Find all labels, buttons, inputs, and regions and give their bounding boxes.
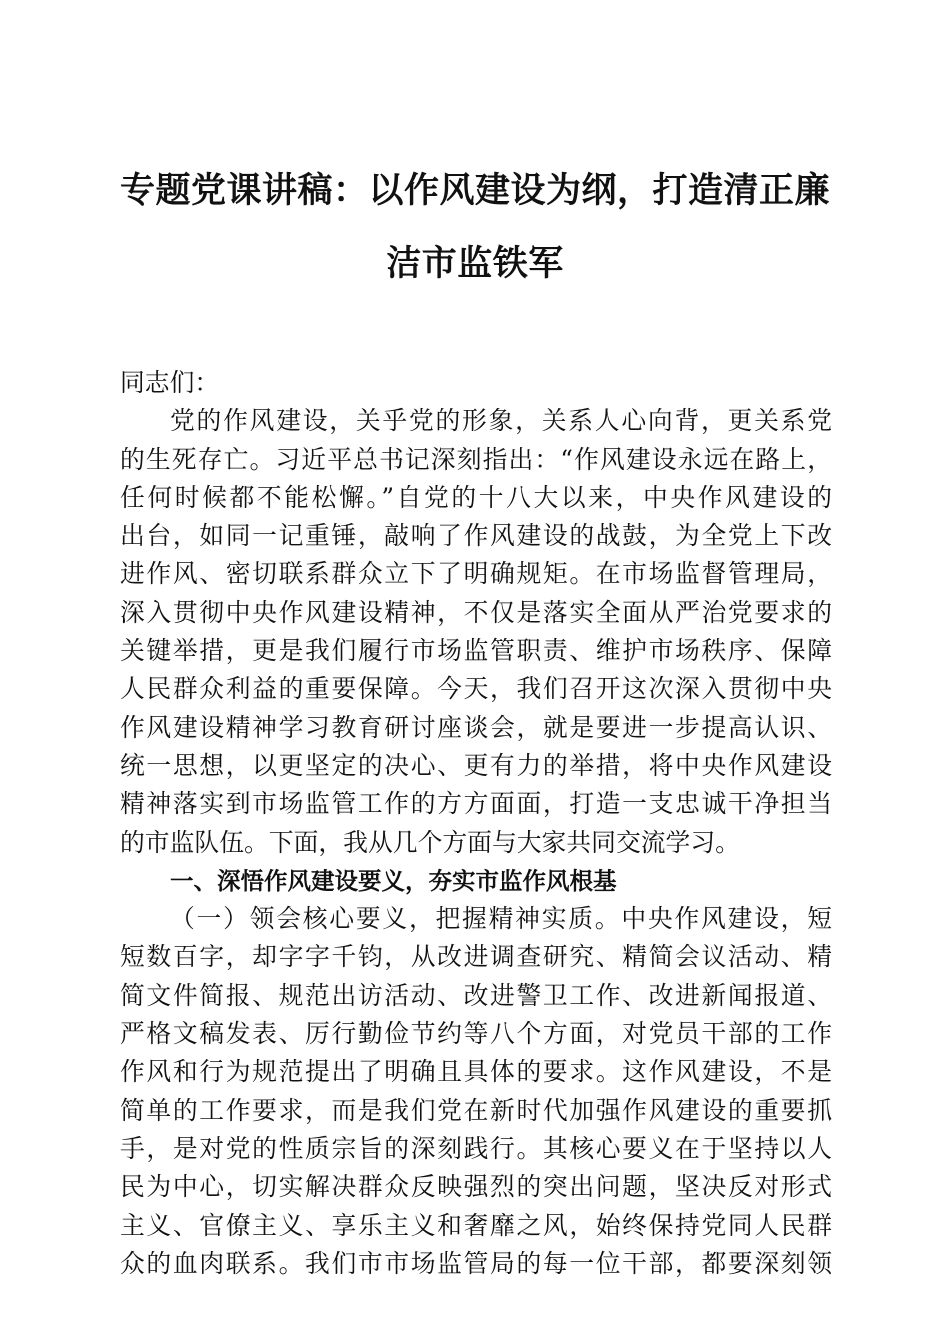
document-title-line-1: 专题党课讲稿：以作风建设为纲，打造清正廉 <box>119 171 830 211</box>
paragraph-2-line: 作风和行为规范提出了明确且具体的要求。这作风建设，不是 <box>120 1057 832 1087</box>
paragraph-1-line: 关键举措，更是我们履行市场监管职责、维护市场秩序、保障 <box>120 636 832 666</box>
paragraph-2-line: 严格文稿发表、厉行勤俭节约等八个方面，对党员干部的工作 <box>120 1019 832 1049</box>
paragraph-2-line: 简单的工作要求，而是我们党在新时代加强作风建设的重要抓 <box>120 1095 832 1125</box>
paragraph-2-line: 民为中心，切实解决群众反映强烈的突出问题，坚决反对形式 <box>120 1172 832 1202</box>
salutation: 同志们： <box>120 368 220 397</box>
paragraph-2-line: 简文件简报、规范出访活动、改进警卫工作、改进新闻报道、 <box>120 980 832 1010</box>
paragraph-1-line: 人民群众利益的重要保障。今天，我们召开这次深入贯彻中央 <box>120 674 832 704</box>
paragraph-1-line: 作风建设精神学习教育研讨座谈会，就是要进一步提高认识、 <box>120 712 832 742</box>
paragraph-1-line: 精神落实到市场监管工作的方方面面，打造一支忠诚干净担当 <box>120 789 832 819</box>
paragraph-2-line: （一）领会核心要义，把握精神实质。中央作风建设，短 <box>170 904 832 934</box>
document-title-line-2: 洁市监铁军 <box>386 244 564 284</box>
section-1-heading: 一、深悟作风建设要义，夯实市监作风根基 <box>170 866 617 895</box>
paragraph-1 <box>120 402 832 862</box>
paragraph-1-line: 统一思想，以更坚定的决心、更有力的举措，将中央作风建设 <box>120 750 832 780</box>
paragraph-1-line: 的市监队伍。下面，我从几个方面与大家共同交流学习。 <box>120 827 740 857</box>
paragraph-1-line: 党的作风建设，关乎党的形象，关系人心向背，更关系党 <box>170 406 832 436</box>
paragraph-1-line: 进作风、密切联系群众立下了明确规矩。在市场监督管理局， <box>120 559 832 589</box>
paragraph-2-line: 主义、官僚主义、享乐主义和奢靡之风，始终保持党同人民群 <box>120 1210 832 1240</box>
document-body <box>120 364 832 1283</box>
paragraph-2-line: 众的血肉联系。我们市市场监管局的每一位干部，都要深刻领 <box>120 1248 832 1278</box>
paragraph-1-line: 出台，如同一记重锤，敲响了作风建设的战鼓，为全党上下改 <box>120 521 832 551</box>
paragraph-2 <box>120 900 832 1283</box>
paragraph-2-line: 手，是对党的性质宗旨的深刻践行。其核心要义在于坚持以人 <box>120 1133 832 1163</box>
paragraph-1-line: 的生死存亡。习近平总书记深刻指出：“作风建设永远在路上， <box>120 444 832 474</box>
paragraph-1-line: 任何时候都不能松懈。”自党的十八大以来，中央作风建设的 <box>120 482 832 512</box>
paragraph-1-line: 深入贯彻中央作风建设精神，不仅是落实全面从严治党要求的 <box>120 597 832 627</box>
paragraph-2-line: 短数百字，却字字千钧，从改进调查研究、精简会议活动、精 <box>120 942 832 972</box>
